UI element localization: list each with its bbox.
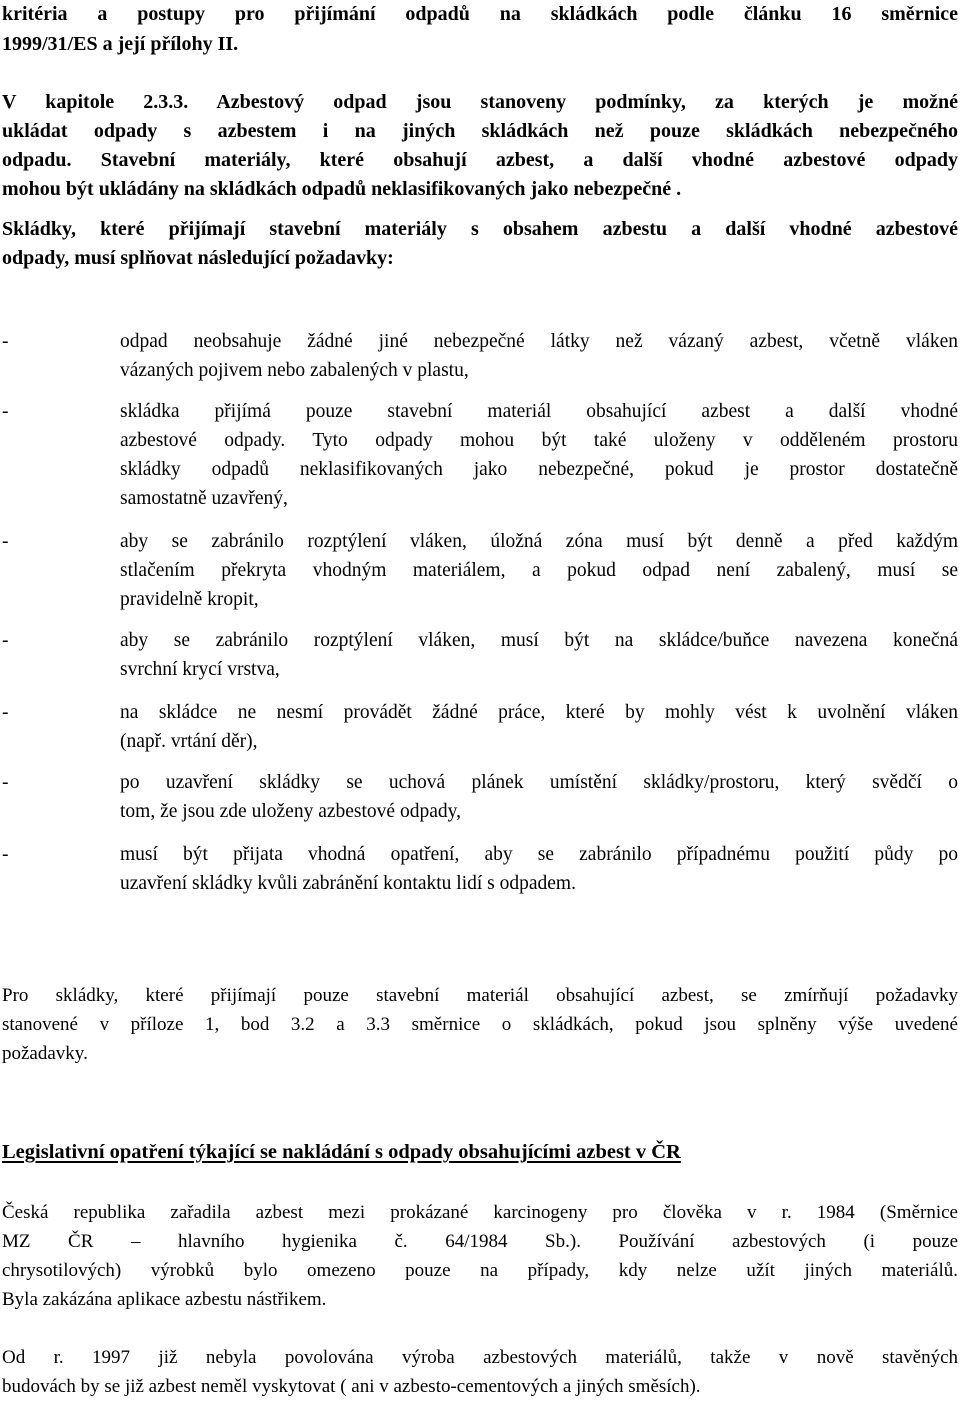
para2-line-6: odpady, musí splňovat následující požadavky:	[2, 247, 394, 269]
list-dash: -	[2, 531, 9, 552]
list-item-line: na skládce ne nesmí provádět žádné práce, které by mohly vést k uvolnění vláken	[120, 702, 958, 723]
list-item-line: (např. vrtání děr),	[120, 731, 258, 752]
para3-line-3: požadavky.	[2, 1043, 88, 1064]
list-item-line: odpad neobsahuje žádné jiné nebezpečné látky než vázaný azbest, včetně vláken	[120, 331, 958, 352]
para2-line-4: mohou být ukládány na skládkách odpadů neklasifikovaných jako nebezpečné .	[2, 178, 682, 200]
list-dash: -	[2, 630, 9, 651]
para4-line-1: Česká republika zařadila azbest mezi prokázané karcinogeny pro člověka v r. 1984 (Směrnice	[2, 1202, 958, 1223]
para1-line-1: kritéria a postupy pro přijímání odpadů na skládkách podle článku 16 směrnice	[2, 3, 958, 25]
list-dash: -	[2, 331, 9, 352]
list-item-line: vázaných pojivem nebo zabalených v plastu,	[120, 360, 469, 381]
list-dash: -	[2, 844, 9, 865]
para3-line-2: stanovené v příloze 1, bod 3.2 a 3.3 směrnice o skládkách, pokud jsou splněny výše uvedené	[2, 1014, 958, 1035]
list-item-line: tom, že jsou zde uloženy azbestové odpady,	[120, 801, 461, 822]
para5-line-1: Od r. 1997 již nebyla povolována výroba azbestových materiálů, takže v nově stavěných	[2, 1347, 958, 1368]
list-item-line: azbestové odpady. Tyto odpady mohou být také uloženy v odděleném prostoru	[120, 430, 958, 451]
list-item-line: stlačením překryta vhodným materiálem, a pokud odpad není zabalený, musí se	[120, 560, 958, 581]
para1-line-2: 1999/31/ES a její přílohy II.	[2, 33, 239, 55]
list-item-line: svrchní krycí vrstva,	[120, 659, 280, 680]
section-heading: Legislativní opatření týkající se nakládání s odpady obsahujícími azbest v ČR	[2, 1141, 681, 1163]
list-item-line: musí být přijata vhodná opatření, aby se zabránilo případnému použití půdy po	[120, 844, 958, 865]
list-item-line: pravidelně kropit,	[120, 589, 259, 610]
list-item-line: po uzavření skládky se uchová plánek umístění skládky/prostoru, který svědčí o	[120, 772, 958, 793]
list-item-line: aby se zabránilo rozptýlení vláken, úložná zóna musí být denně a před každým	[120, 531, 958, 552]
list-item-line: skládky odpadů neklasifikovaných jako nebezpečné, pokud je prostor dostatečně	[120, 459, 958, 480]
para3-line-1: Pro skládky, které přijímají pouze stavební materiál obsahující azbest, se zmírňují požadavky	[2, 985, 958, 1006]
para2-line-5: Skládky, které přijímají stavební materiály s obsahem azbestu a další vhodné azbestové	[2, 218, 958, 240]
para4-line-3: chrysotilových) výrobků bylo omezeno pouze na případy, kdy nelze užít jiných materiálů.	[2, 1260, 958, 1281]
list-item-line: samostatně uzavřený,	[120, 488, 288, 509]
para4-line-2: MZ ČR – hlavního hygienika č. 64/1984 Sb.). Používání azbestových (i pouze	[2, 1231, 958, 1252]
list-item-line: aby se zabránilo rozptýlení vláken, musí být na skládce/buňce navezena konečná	[120, 630, 958, 651]
para2-line-2: ukládat odpady s azbestem i na jiných skládkách než pouze skládkách nebezpečného	[2, 120, 958, 142]
list-dash: -	[2, 401, 9, 422]
list-item-line: uzavření skládky kvůli zabránění kontaktu lidí s odpadem.	[120, 873, 576, 894]
list-item-line: skládka přijímá pouze stavební materiál obsahující azbest a další vhodné	[120, 401, 958, 422]
para4-line-4: Byla zakázána aplikace azbestu nástřikem.	[2, 1289, 327, 1310]
list-dash: -	[2, 772, 9, 793]
para2-line-3: odpadu. Stavební materiály, které obsahují azbest, a další vhodné azbestové odpady	[2, 149, 958, 171]
para5-line-2: budovách by se již azbest neměl vyskytovat ( ani v azbesto-cementových a jiných směsích).	[2, 1376, 701, 1397]
list-dash: -	[2, 702, 9, 723]
para2-line-1: V kapitole 2.3.3. Azbestový odpad jsou stanoveny podmínky, za kterých je možné	[2, 91, 958, 113]
